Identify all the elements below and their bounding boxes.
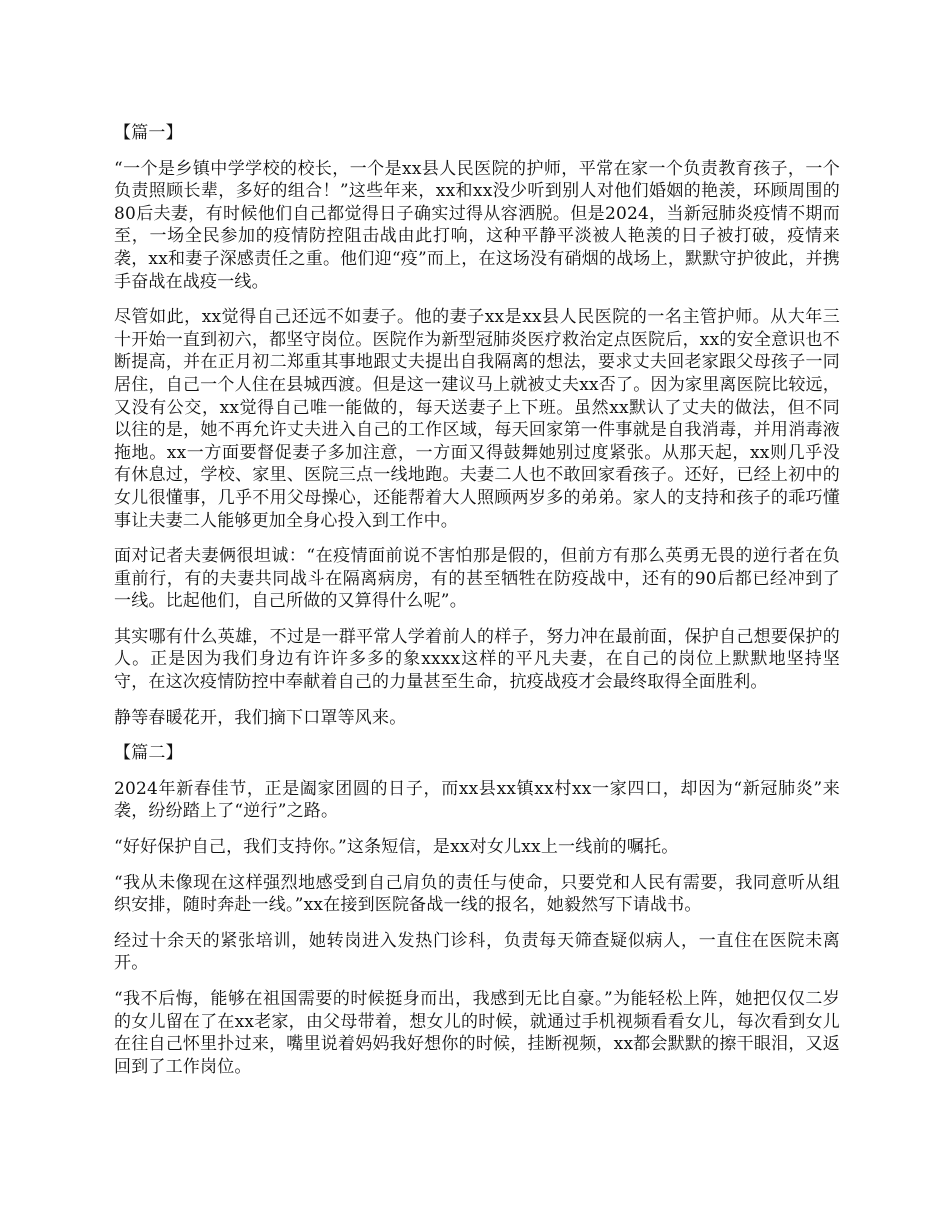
body-paragraph: “我不后悔，能够在祖国需要的时候挺身而出，我感到无比自豪。”为能轻松上阵，她把仅仅二岁的女儿留在了在xx老家，由父母带着，想女儿的时候，就通过手机视频看看女儿，每次看到女儿在往自己怀里扑过来，嘴里说着妈妈我好想你的时候，挂断视频，xx都会默默的擦干眼泪，又返回到了工作岗位。	[114, 989, 840, 1077]
body-paragraph: “我从未像现在这样强烈地感受到自己肩负的责任与使命，只要党和人民有需要，我同意听从组织安排，随时奔赴一线。”xx在接到医院备战一线的报名，她毅然写下请战书。	[114, 872, 840, 916]
body-paragraph: 尽管如此，xx觉得自己还远不如妻子。他的妻子xx是xx县人民医院的一名主管护师。从大年三十开始一直到初六，都坚守岗位。医院作为新型冠肺炎医疗救治定点医院后，xx的安全意识也不断提高，并在正月初二郑重其事地跟丈夫提出自我隔离的想法，要求丈夫回老家跟父母孩子一同居住，自己一个人住在县城西渡。但是这一建议马上就被丈夫xx否了。因为家里离医院比较远，又没有公交，xx觉得自己唯一能做的，每天送妻子上下班。虽然xx默认了丈夫的做法，但不同以往的是，她不再允许丈夫进入自己的工作区域，每天回家第一件事就是自我消毒，并用消毒液拖地。xx一方面要督促妻子多加注意，一方面又得鼓舞她别过度紧张。从那天起，xx则几乎没有休息过，学校、家里、医院三点一线地跑。夫妻二人也不敢回家看孩子。还好，已经上初中的女儿很懂事，几乎不用父母操心，还能帮着大人照顾两岁多的弟弟。家人的支持和孩子的乖巧懂事让夫妻二人能够更加全身心投入到工作中。	[114, 307, 840, 531]
body-paragraph: 2024年新春佳节，正是阖家团圆的日子，而xx县xx镇xx村xx一家四口，却因为“新冠肺炎”来袭，纷纷踏上了“逆行”之路。	[114, 778, 840, 822]
document-page	[114, 122, 840, 1091]
body-paragraph: “好好保护自己，我们支持你。”这条短信，是xx对女儿xx上一线前的嘱托。	[114, 837, 679, 858]
section-heading: 【篇二】	[114, 743, 183, 764]
body-paragraph: 其实哪有什么英雄，不过是一群平常人学着前人的样子，努力冲在最前面，保护自己想要保护的人。正是因为我们身边有许许多多的象xxxx这样的平凡夫妻，在自己的岗位上默默地坚持坚守，在这次疫情防控中奉献着自己的力量甚至生命，抗疫战疫才会最终取得全面胜利。	[114, 626, 840, 693]
section-heading: 【篇一】	[114, 123, 183, 143]
body-paragraph: 经过十余天的紧张培训，她转岗进入发热门诊科，负责每天筛查疑似病人，一直住在医院未离开。	[114, 930, 840, 974]
body-paragraph: 静等春暖花开，我们摘下口罩等风来。	[114, 707, 407, 728]
body-paragraph: 面对记者夫妻俩很坦诚：“在疫情面前说不害怕那是假的，但前方有那么英勇无畏的逆行者在负重前行，有的夫妻共同战斗在隔离病房，有的甚至牺牲在防疫战中，还有的90后都已经冲到了一线。比起他们，自己所做的又算得什么呢”。	[114, 546, 840, 612]
body-paragraph: “一个是乡镇中学学校的校长，一个是xx县人民医院的护师，平常在家一个负责教育孩子，一个负责照顾长辈，多好的组合！”这些年来，xx和xx没少听到别人对他们婚姻的艳羡，环顾周围的80后夫妻，有时候他们自己都觉得日子确实过得从容洒脱。但是2024，当新冠肺炎疫情不期而至，一场全民参加的疫情防控阻击战由此打响，这种平静平淡被人艳羡的日子被打破，疫情来袭，xx和妻子深感责任之重。他们迎“疫”而上，在这场没有硝烟的战场上，默默守护彼此，并携手奋战在战疫一线。	[114, 158, 840, 292]
